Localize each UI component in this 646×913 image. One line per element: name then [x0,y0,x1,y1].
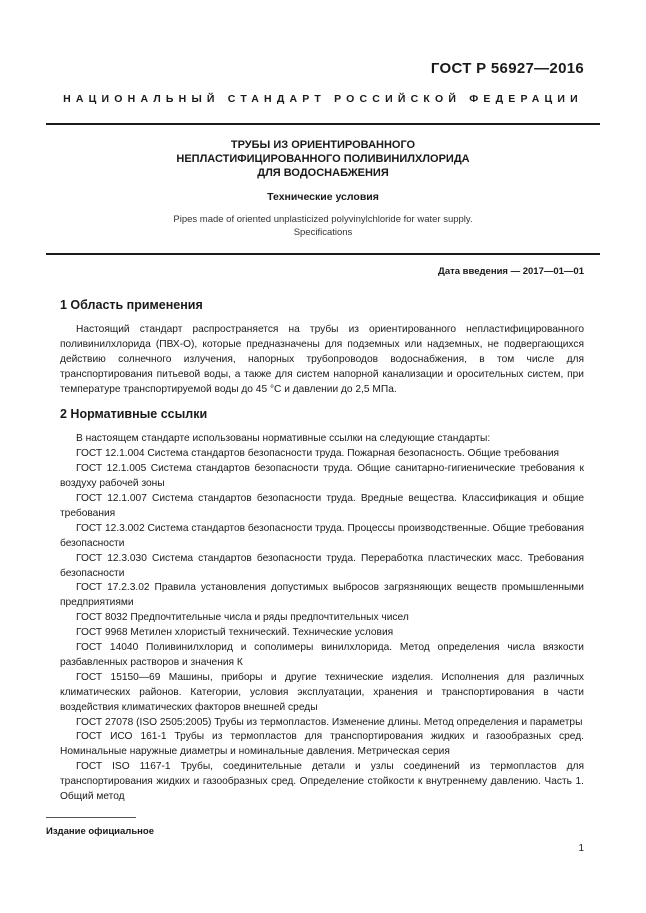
english-title [46,213,600,239]
section-scope [60,298,584,397]
introduction-date: Дата введения — 2017—01—01 [438,266,584,277]
title-block [46,138,600,239]
footer-divider [46,817,136,818]
reference-item: ГОСТ 14040 Поливинилхлорид и сополимеры винилхлорида. Метод определения числа вязкости разбавленных растворов и значения К [60,642,584,668]
reference-item: ГОСТ 9968 Метилен хлористый технический. Технические условия [76,627,394,639]
page-number: 1 [578,843,584,854]
reference-item: ГОСТ ISO 1167-1 Трубы, соединительные детали и узлы соединений из термопластов для транспортирования жидких и газообразных сред. Определение стойкости к внутреннему давлению. Часть 1. Общий метод [60,761,584,803]
official-edition-label: Издание официальное [46,826,154,837]
title-line: ДЛЯ ВОДОСНАБЖЕНИЯ [257,167,389,179]
title-divider [46,253,600,255]
paragraph: Настоящий стандарт распространяется на трубы из ориентированного непластифицированного поливинилхлорида (ПВХ-О), которые предназначены для подземных или надземных, не подвергающихся действию солнечного излучения, напорных трубопроводов водоснабжения, в том числе для транспортирования питьевой воды, а также для систем напорной канализации и оросительных систем, при температуре транспортируемой воды до 45 °С и давлении до 2,5 МПа. [60,323,584,395]
reference-item: ГОСТ 12.1.007 Система стандартов безопасности труда. Вредные вещества. Классификация и общие требования [60,492,584,519]
section-heading: 1 Область применения [60,298,203,312]
reference-item: ГОСТ 12.1.005 Система стандартов безопасности труда. Общие санитарно-гигиенические требования к воздуху рабочей зоны [60,463,584,490]
document-number: ГОСТ Р 56927—2016 [430,60,584,77]
national-standard-banner: НАЦИОНАЛЬНЫЙ СТАНДАРТ РОССИЙСКОЙ ФЕДЕРАЦИИ [63,93,583,105]
english-title-line: Specifications [293,227,353,238]
reference-item: ГОСТ 12.1.004 Система стандартов безопасности труда. Пожарная безопасность. Общие требования [76,448,560,460]
section-normative-references [60,407,584,805]
english-title-line: Pipes made of oriented unplasticized polyvinylchloride for water supply. [173,214,473,225]
document-body [60,298,584,805]
reference-item: ГОСТ 15150—69 Машины, приборы и другие технические изделия. Исполнения для различных климатических районов. Категории, условия эксплуатации, хранения и транспортирования в части воздействия климатических факторов внешней среды [60,671,584,713]
title-line: НЕПЛАСТИФИЦИРОВАННОГО ПОЛИВИНИЛХЛОРИДА [176,153,470,165]
paragraph: В настоящем стандарте использованы нормативные ссылки на следующие стандарты: [76,433,491,445]
reference-item: ГОСТ ИСО 161-1 Трубы из термопластов для транспортирования жидких и газообразных сред. Номинальные наружные диаметры и номинальные давления. Метрическая серия [60,731,584,758]
document-subtitle: Технические условия [267,191,379,203]
reference-item: ГОСТ 12.3.030 Система стандартов безопасности труда. Переработка пластических масс. Требования безопасности [60,552,584,579]
title-line: ТРУБЫ ИЗ ОРИЕНТИРОВАННОГО [230,139,416,151]
header-divider [46,123,600,125]
reference-item: ГОСТ 12.3.002 Система стандартов безопасности труда. Процессы производственные. Общие требования безопасности [60,522,584,549]
reference-item: ГОСТ 8032 Предпочтительные числа и ряды предпочтительных чисел [76,612,409,624]
reference-item: ГОСТ 27078 (ISO 2505:2005) Трубы из термопластов. Изменение длины. Метод определения и параметры [76,716,583,728]
section-heading: 2 Нормативные ссылки [60,407,208,422]
reference-item: ГОСТ 17.2.3.02 Правила установления допустимых выбросов загрязняющих веществ промышленными предприятиями [60,582,584,609]
